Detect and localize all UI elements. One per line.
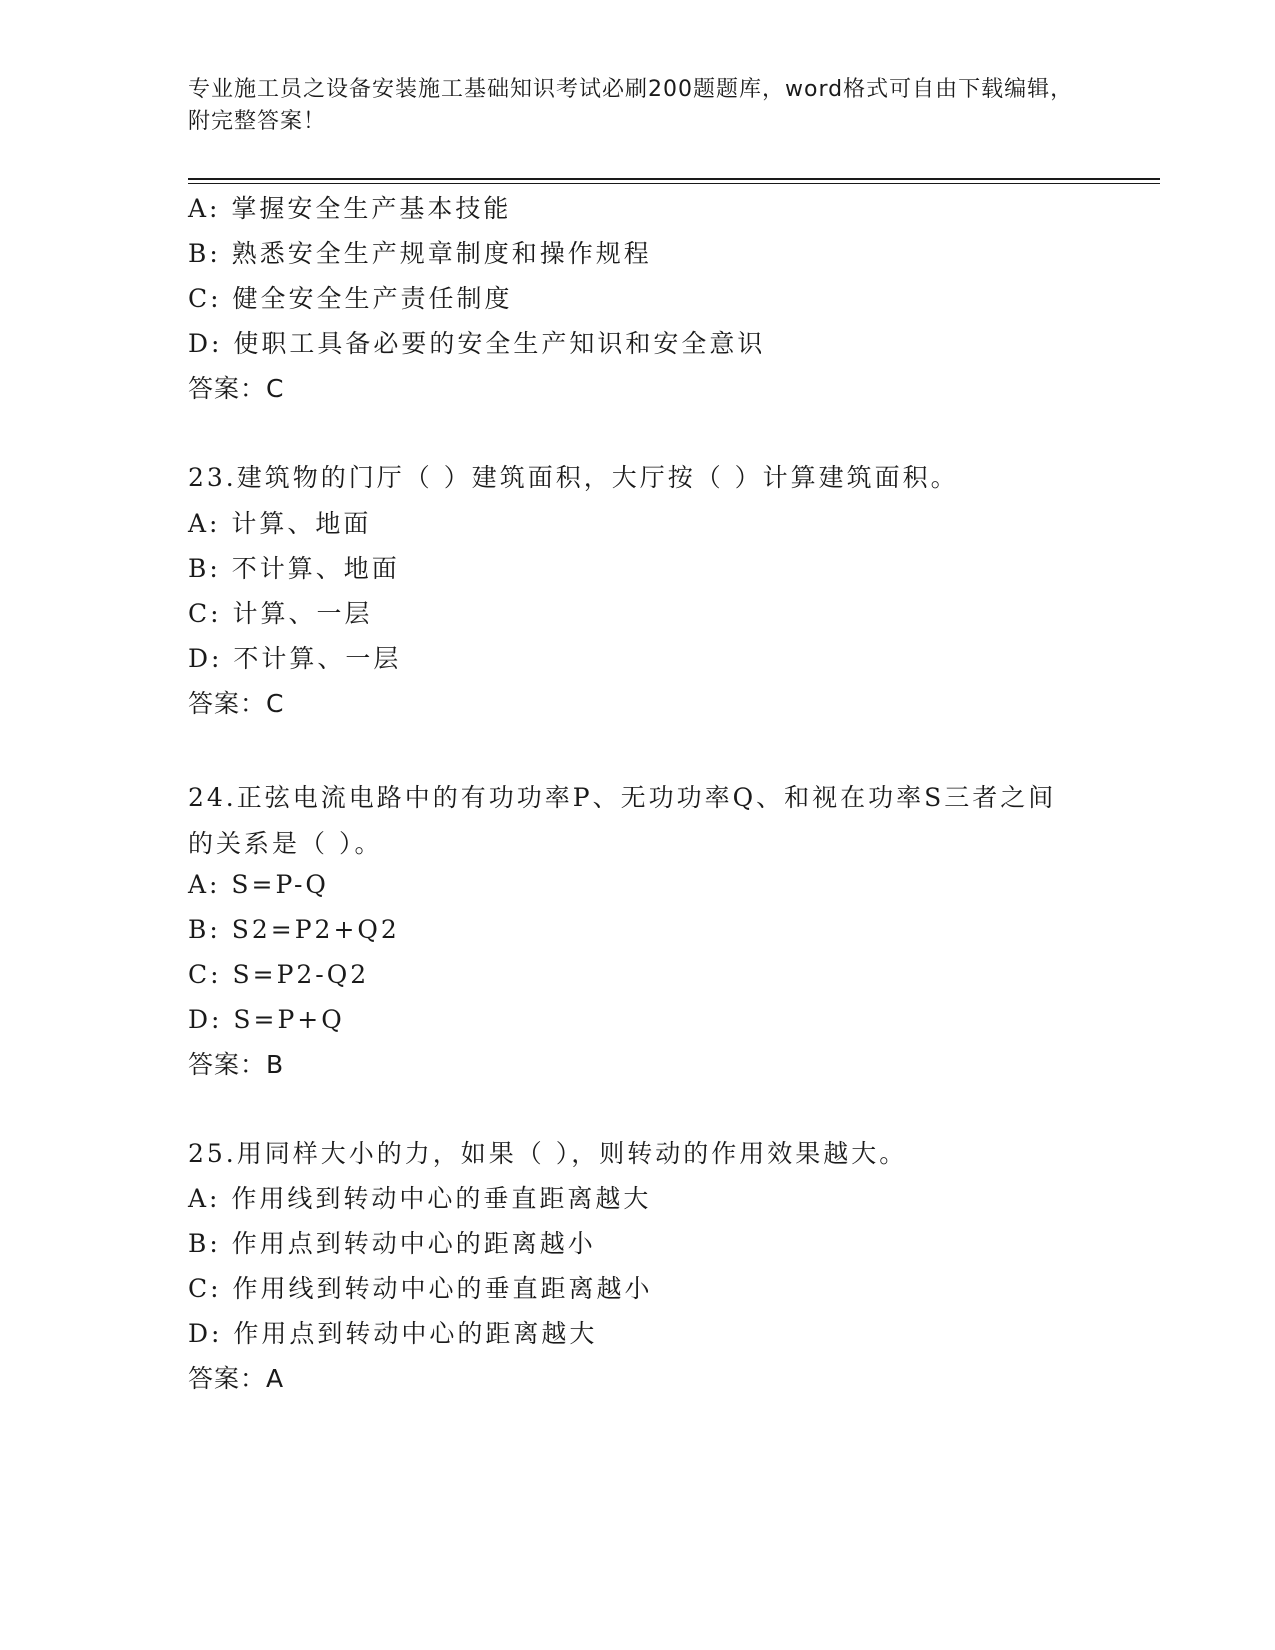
- q22-option-b: B: 熟悉安全生产规章制度和操作规程: [188, 239, 652, 268]
- q25-option-d: D: 作用点到转动中心的距离越大: [188, 1319, 598, 1348]
- q23-question: 23.建筑物的门厅（ ）建筑面积，大厅按（ ）计算建筑面积。: [188, 463, 959, 492]
- q24-question: 24.正弦电流电路中的有功功率P、无功功率Q、和视在功率S三者之间的关系是（ ）。: [188, 783, 1057, 858]
- q25-question: 25.用同样大小的力，如果（ ），则转动的作用效果越大。: [188, 1139, 908, 1168]
- q24-option-d: D: S=P+Q: [188, 1005, 345, 1034]
- q25-option-c: C: 作用线到转动中心的垂直距离越小: [188, 1274, 653, 1303]
- q22-option-a: A: 掌握安全生产基本技能: [188, 194, 512, 223]
- header-divider-thick: [188, 178, 1160, 180]
- q25-option-b: B: 作用点到转动中心的距离越小: [188, 1229, 596, 1258]
- q23-option-a: A: 计算、地面: [188, 509, 372, 538]
- document-title: 专业施工员之设备安装施工基础知识考试必刷200题题库，word格式可自由下载编辑，附完整答案！: [188, 77, 1074, 134]
- q24-option-a: A: S=P-Q: [188, 870, 329, 899]
- q22-option-c: C: 健全安全生产责任制度: [188, 284, 513, 313]
- q24-option-b: B: S2=P2+Q2: [188, 915, 400, 944]
- q24-answer: 答案：B: [188, 1050, 285, 1079]
- q24-option-c: C: S=P2-Q2: [188, 960, 370, 989]
- q23-option-d: D: 不计算、一层: [188, 644, 402, 673]
- header-divider-thin: [188, 183, 1160, 184]
- q23-option-c: C: 计算、一层: [188, 599, 373, 628]
- q25-option-a: A: 作用线到转动中心的垂直距离越大: [188, 1184, 652, 1213]
- q23-answer: 答案：C: [188, 689, 285, 718]
- q25-answer: 答案：A: [188, 1364, 285, 1393]
- q22-option-d: D: 使职工具备必要的安全生产知识和安全意识: [188, 329, 766, 358]
- q22-answer: 答案：C: [188, 374, 285, 403]
- q23-option-b: B: 不计算、地面: [188, 554, 400, 583]
